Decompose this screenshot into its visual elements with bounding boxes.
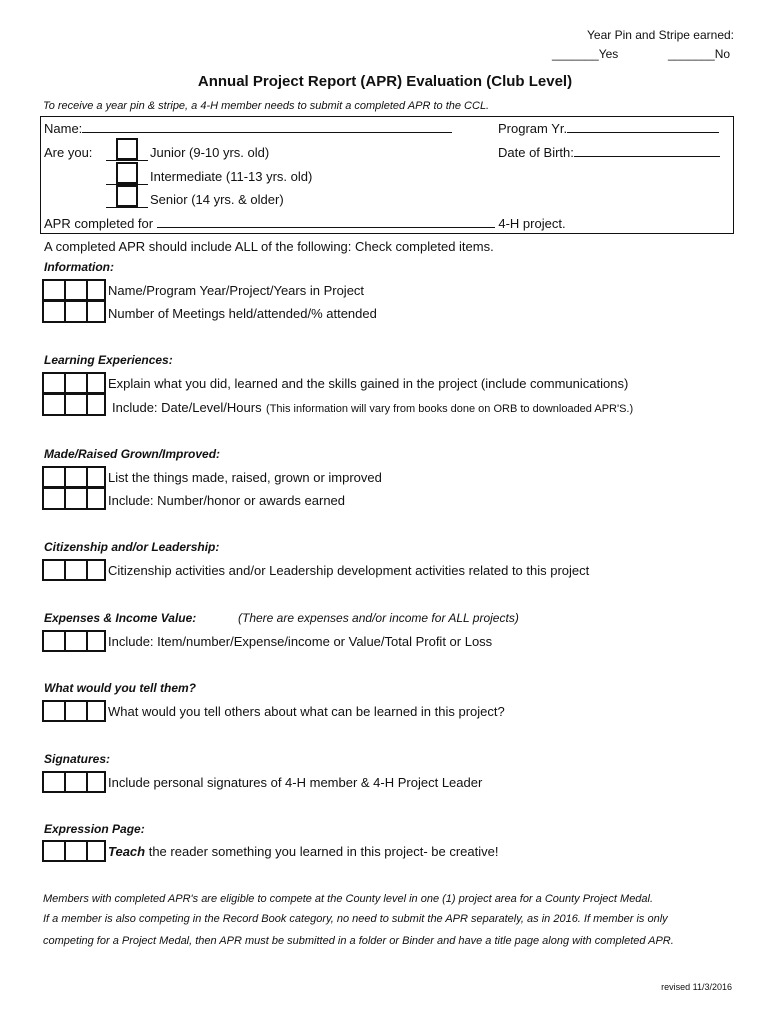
program-year-label: Program Yr. <box>498 121 568 136</box>
signatures-checkbox[interactable] <box>42 771 106 793</box>
expenses-item: Include: Item/number/Expense/income or Value/Total Profit or Loss <box>108 634 493 649</box>
learning-checkbox-1[interactable] <box>42 372 106 394</box>
tell-heading: What would you tell them? <box>44 681 196 695</box>
information-checkbox-1[interactable] <box>42 279 106 301</box>
expression-item <box>108 844 498 859</box>
dob-label: Date of Birth: <box>498 145 574 160</box>
are-you-label: Are you: <box>44 145 93 160</box>
information-item-1: Name/Program Year/Project/Years in Project <box>108 283 365 298</box>
name-line[interactable] <box>82 121 452 133</box>
junior-label: Junior (9-10 yrs. old) <box>150 145 270 160</box>
information-item-2: Number of Meetings held/attended/% attended <box>108 306 377 321</box>
project-suffix: 4-H project. <box>498 216 566 231</box>
made-checkbox-1[interactable] <box>42 466 106 488</box>
learning-checkbox-2[interactable] <box>42 394 106 416</box>
expenses-note: (There are expenses and/or income for ALL projects) <box>238 611 519 625</box>
no-blank[interactable]: _______No <box>668 47 731 61</box>
tell-checkbox[interactable] <box>42 700 106 722</box>
learning-heading: Learning Experiences: <box>44 353 173 367</box>
expression-item-bold: Teach <box>108 844 146 859</box>
program-year-line[interactable] <box>567 121 719 133</box>
citizenship-checkbox[interactable] <box>42 559 106 581</box>
expression-item-rest: the reader something you learned in this project- be creative! <box>148 844 499 859</box>
program-year-field[interactable] <box>498 121 719 136</box>
senior-line <box>106 207 148 208</box>
expenses-checkbox[interactable] <box>42 630 106 652</box>
made-heading: Made/Raised Grown/Improved: <box>44 447 221 461</box>
learning-item-2-text: Include: Date/Level/Hours <box>112 400 262 415</box>
senior-checkbox[interactable] <box>116 185 138 207</box>
expression-checkbox[interactable] <box>42 840 106 862</box>
expression-heading: Expression Page: <box>44 822 145 836</box>
name-label: Name: <box>44 121 83 136</box>
learning-item-1: Explain what you did, learned and the skills gained in the project (include communications) <box>108 376 629 391</box>
made-item-2: Include: Number/honor or awards earned <box>108 493 346 508</box>
signatures-heading: Signatures: <box>44 752 111 766</box>
apr-completed-field[interactable] <box>44 216 566 231</box>
senior-label: Senior (14 yrs. & older) <box>150 192 284 207</box>
signatures-item: Include personal signatures of 4-H member & 4-H Project Leader <box>108 775 483 790</box>
intro-text: To receive a year pin & stripe, a 4-H member needs to submit a completed APR to the CCL. <box>43 100 490 112</box>
yes-blank[interactable]: _______Yes <box>552 47 619 61</box>
junior-checkbox[interactable] <box>116 138 138 160</box>
dob-line[interactable] <box>574 145 720 157</box>
information-checkbox-2[interactable] <box>42 301 106 323</box>
learning-item-2 <box>112 399 633 417</box>
project-line[interactable] <box>157 216 495 228</box>
footer-line-2: If a member is also competing in the Record Book category, no need to submit the APR separately, as in 2016. If member is only <box>43 913 668 925</box>
instructions: A completed APR should include ALL of the following: Check completed items. <box>44 239 494 254</box>
footer-line-3: competing for a Project Medal, then APR must be submitted in a folder or Binder and have a title page along with completed APR. <box>43 935 674 947</box>
information-heading: Information: <box>44 260 114 274</box>
expenses-heading: Expenses & Income Value: <box>44 611 197 625</box>
revised-date: revised 11/3/2016 <box>661 982 732 992</box>
made-item-1: List the things made, raised, grown or improved <box>108 470 382 485</box>
citizenship-heading: Citizenship and/or Leadership: <box>44 540 220 554</box>
intermediate-label: Intermediate (11-13 yrs. old) <box>150 169 313 184</box>
intermediate-checkbox[interactable] <box>116 162 138 184</box>
citizenship-item: Citizenship activities and/or Leadership development activities related to this project <box>108 563 590 578</box>
name-field[interactable] <box>44 121 452 136</box>
tell-item: What would you tell others about what can be learned in this project? <box>108 704 505 719</box>
junior-line <box>106 160 148 161</box>
apr-completed-label: APR completed for <box>44 216 154 231</box>
learning-item-2-note: (This information will vary from books done on ORB to downloaded APR'S.) <box>266 403 634 415</box>
dob-field[interactable] <box>498 145 720 160</box>
page-title: Annual Project Report (APR) Evaluation (Club Level) <box>197 73 573 90</box>
made-checkbox-2[interactable] <box>42 488 106 510</box>
footer-line-1: Members with completed APR's are eligible to compete at the County level in one (1) project area for a County Project Medal. <box>43 893 654 905</box>
pin-stripe-label: Year Pin and Stripe earned: <box>587 28 734 42</box>
